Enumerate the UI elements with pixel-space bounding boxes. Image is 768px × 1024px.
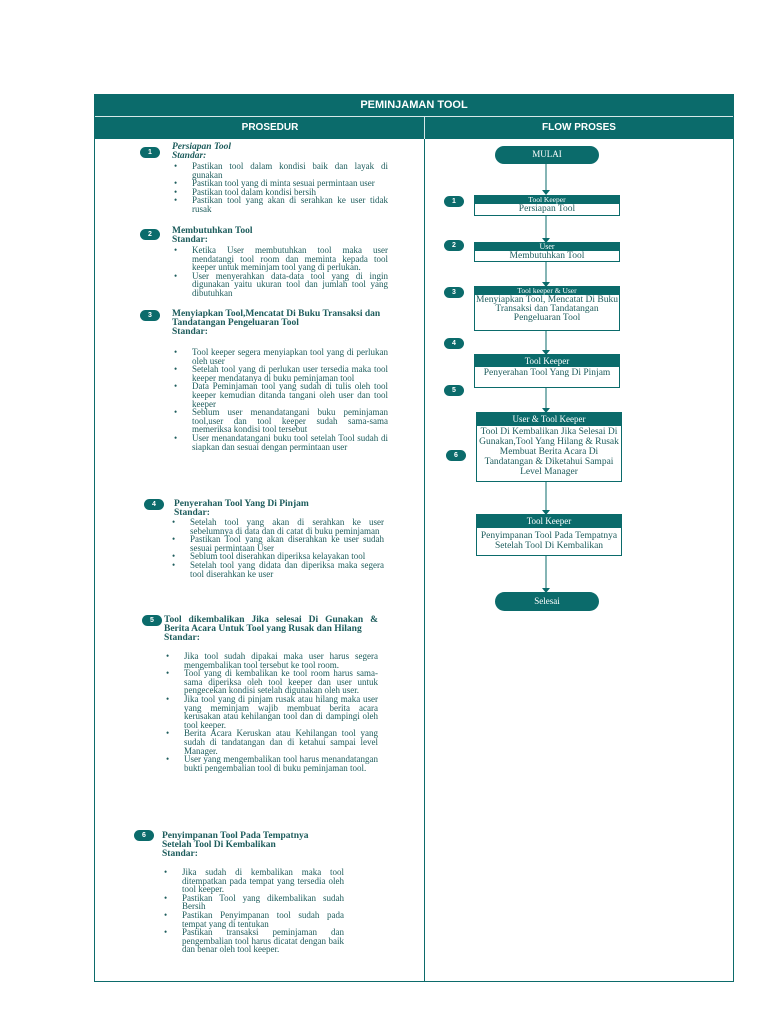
step-number-badge: 3	[140, 310, 160, 321]
flow-node-role: User & Tool Keeper	[477, 413, 621, 426]
step-standard-label: Standar:	[172, 235, 208, 245]
step-standard-label: Standar:	[162, 849, 198, 859]
bullet-item: • Pastikan Tool yang dikembalikan sudah Bersih	[162, 894, 344, 911]
flow-node-role: Tool keeper & User	[475, 287, 619, 295]
bullet-item: • Pastikan tool yang akan di serahkan ke user tidak rusak	[172, 196, 388, 213]
flow-node-action: Membutuhkan Tool	[509, 251, 585, 261]
flow-node-role: Tool Keeper	[475, 355, 619, 367]
step-standard-label: Standar:	[174, 508, 210, 518]
bullet-item: • Seblum tool diserahkan diperiksa kelayakan tool	[170, 552, 384, 561]
flow-node-action: Penyimpanan Tool Pada Tempatnya Setelah Tool Di Kembalikan	[480, 531, 618, 551]
bullet-item: • Data Peminjaman tool yang sudah di tulis oleh tool keeper kemudian ditanda tangani oleh user dan tool keeper	[172, 382, 388, 408]
flow-step-badge: 2	[444, 240, 464, 251]
bullet-item: • Tool yang di kembalikan ke tool room harus sama-sama diperiksa oleh tool keeper dan user untuk pengecekan kondisi setelah digunakan oleh user.	[164, 669, 378, 695]
flow-node-role: Tool Keeper	[475, 196, 619, 204]
bullet-item: • Ketika User membutuhkan tool maka user mendatangi tool room dan meminta kepada tool keeper untuk meminjam tool yang di perlukan.	[172, 246, 388, 272]
page-title: PEMINJAMAN TOOL	[95, 95, 733, 117]
bullet-item: • Setelah tool yang didata dan diperiksa maka segera tool diserahkan ke user	[170, 561, 384, 578]
step-title-text: Tool dikembalikan Jika selesai Di Gunakan & Berita Acara Untuk Tool yang Rusak dan Hilang	[164, 615, 378, 634]
step-title-text: Persiapan Tool	[172, 142, 232, 152]
flow-node	[476, 514, 622, 556]
flow-node-action: Tool Di Kembalikan Jika Selesai Di Gunakan,Tool Yang Hilang & Rusak Membuat Berita Acara Di Tandatangan & Diketahui Sampai Level Manager	[479, 427, 619, 477]
flow-node-role: User	[475, 243, 619, 251]
flow-start-terminal: MULAI	[495, 146, 599, 164]
flow-step-badge: 1	[444, 196, 464, 207]
bullet-item: • Jika sudah di kembalikan maka tool ditempatkan pada tempat yang tersedia oleh tool keeper.	[162, 868, 344, 894]
step-number-badge: 1	[140, 147, 160, 158]
flow-node-action: Penyerahan Tool Yang Di Pinjam	[483, 368, 611, 378]
flow-node-action: Menyiapkan Tool, Mencatat Di Buku Transaksi dan Tandatangan Pengeluaran Tool	[476, 295, 618, 323]
bullet-item: • Jika tool sudah dipakai maka user harus segera mengembalikan tool tersebut ke tool room.	[164, 652, 378, 669]
step-title-text: Membutuhkan Tool	[172, 226, 253, 236]
flow-node	[474, 195, 620, 216]
step-standard-label: Standar:	[172, 327, 208, 337]
step-number-badge: 6	[134, 830, 154, 841]
flow-node	[474, 354, 620, 388]
bullet-item: • Setelah tool yang akan di serahkan ke user sebelumnya di data dan di catat di buku peminjaman	[170, 518, 384, 535]
column-header-prosedur: PROSEDUR	[241, 122, 299, 133]
bullet-item: • Pastikan Tool yang akan diserahkan ke user sudah sesuai permintaan User	[170, 535, 384, 552]
step-title-text: Penyerahan Tool Yang Di Pinjam	[174, 499, 309, 509]
step-number-badge: 2	[140, 229, 160, 240]
flow-node	[474, 242, 620, 262]
flow-node	[476, 412, 622, 482]
bullet-item: • Setelah tool yang di perlukan user tersedia maka tool keeper mendatanya di buku peminjaman tool	[172, 365, 388, 382]
bullet-item: • Jika tool yang di pinjam rusak atau hilang maka user yang meminjam wajib membuat berita acara kerusakan atau kehilangan tool dan di dampingi oleh tool keeper.	[164, 695, 378, 729]
bullet-item: • Seblum user menandatangani buku peminjaman tool,user dan tool keeper sudah sama-sama memeriksa kondisi tool tersebut	[172, 408, 388, 434]
flow-step-badge: 6	[446, 450, 466, 461]
step-standard-label: Standar:	[164, 633, 200, 643]
bullet-item: • Pastikan transaksi peminjaman dan pengembalian tool harus dicatat dengan baik dan benar oleh tool keeper.	[162, 928, 344, 954]
bullet-item: • Berita Acara Keruskan atau Kehilangan tool yang sudah di tandatangan dan di ketahui sampai level Manager.	[164, 729, 378, 755]
flow-step-badge: 3	[444, 287, 464, 298]
flow-end-terminal: Selesai	[495, 592, 599, 611]
bullet-item: • User menandatangani buku tool setelah Tool sudah di siapkan dan sesuai dengan permintaan user	[172, 434, 388, 451]
flow-step-badge: 4	[444, 338, 464, 349]
column-header-flow: FLOW PROSES	[542, 122, 616, 133]
step-number-badge: 5	[142, 615, 162, 626]
step-number-badge: 4	[144, 499, 164, 510]
bullet-item: • User yang mengembalikan tool harus menandatangan bukti pengembalian tool di buku peminjaman tool.	[164, 755, 378, 772]
flow-step-badge: 5	[444, 385, 464, 396]
bullet-item: • Pastikan tool dalam kondisi baik dan layak di gunakan	[172, 162, 388, 179]
bullet-item: • Pastikan Penyimpanan tool sudah pada tempat yang di tentukan	[162, 911, 344, 928]
step-title-text: Penyimpanan Tool Pada Tempatnya Setelah Tool Di Kembalikan	[162, 831, 309, 850]
flow-node	[474, 286, 620, 331]
flow-node-role: Tool Keeper	[477, 515, 621, 528]
bullet-item: • Pastikan tool yang di minta sesuai permintaan user	[172, 179, 388, 188]
step-title-text: Menyiapkan Tool,Mencatat Di Buku Transaksi dan Tandatangan Pengeluaran Tool	[172, 309, 381, 328]
bullet-item: • Tool keeper segera menyiapkan tool yang di perlukan oleh user	[172, 348, 388, 365]
bullet-item: • User menyerahkan data-data tool yang di ingin digunakan yaitu ukuran tool dan jumlah tool yang dibutuhkan	[172, 272, 388, 298]
bullet-item: • Pastikan tool dalam kondisi bersih	[172, 188, 388, 197]
step-standard-label: Standar:	[172, 151, 207, 161]
flow-node-action: Persiapan Tool	[518, 204, 576, 214]
